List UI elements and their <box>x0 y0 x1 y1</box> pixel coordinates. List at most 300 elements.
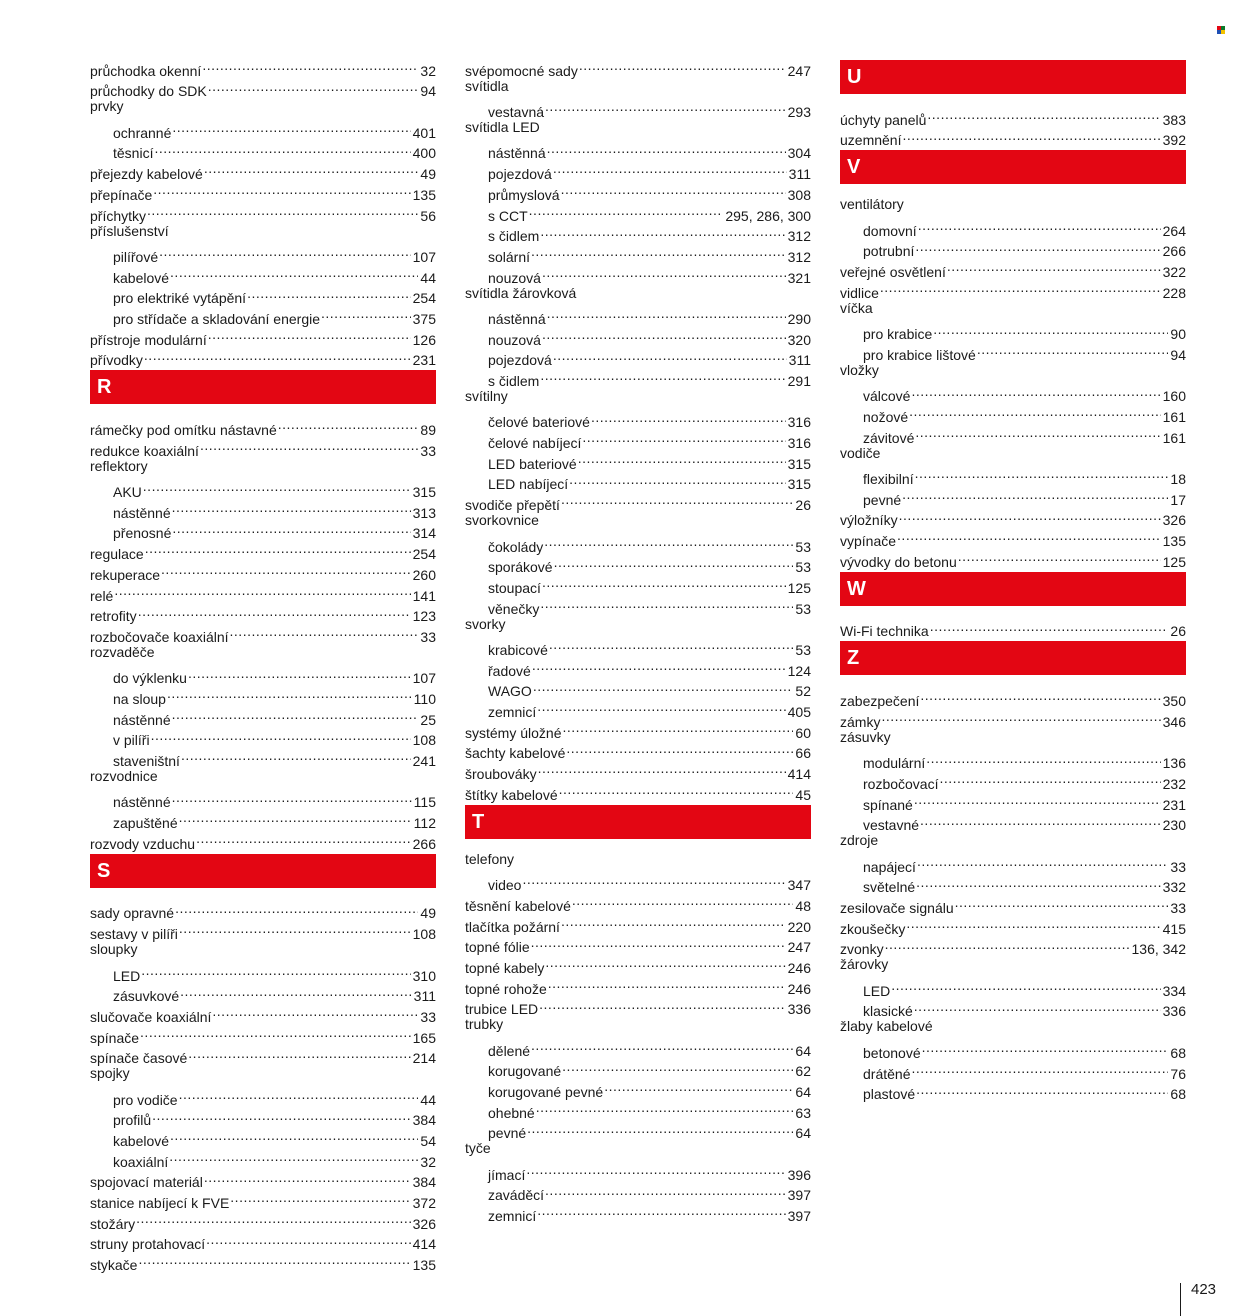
index-entry <box>840 727 1186 748</box>
entry-page-number: 247 <box>787 939 811 956</box>
entry-label: do výklenku <box>113 670 187 687</box>
entry-page-number: 49 <box>420 166 436 183</box>
entry-page-number: 64 <box>795 1084 811 1100</box>
entry-label: rozvodnice <box>90 768 158 784</box>
dot-leader <box>172 497 411 518</box>
dot-leader <box>167 683 412 704</box>
entry-label: věnečky <box>488 600 540 617</box>
dot-leader <box>531 932 786 953</box>
dot-leader <box>172 787 412 808</box>
index-entry <box>840 1016 1186 1037</box>
dot-leader <box>161 559 411 580</box>
entry-label: s čidlem <box>488 228 540 245</box>
index-entry <box>465 510 811 531</box>
entry-page-number: 315 <box>412 484 436 501</box>
dot-leader <box>547 138 786 159</box>
entry-label: nouzová <box>488 269 541 286</box>
dot-leader <box>230 621 419 642</box>
entry-page-number: 315 <box>787 476 811 493</box>
entry-label: příslušenství <box>90 222 169 239</box>
entry-page-number: 54 <box>420 1133 436 1149</box>
index-entry <box>840 685 1186 710</box>
entry-page-number: 397 <box>787 1208 811 1225</box>
entry-page-number: 136 <box>1162 755 1186 772</box>
entry-page-number: 214 <box>412 1050 436 1067</box>
entry-page-number: 220 <box>787 918 811 935</box>
entry-label: prvky <box>90 98 124 115</box>
index-entry <box>90 898 436 922</box>
entry-label: plastové <box>863 1086 916 1103</box>
entry-page-number: 53 <box>795 559 811 576</box>
dot-leader <box>562 1056 793 1077</box>
index-entry <box>90 1249 436 1274</box>
entry-label: spojovací materiál <box>90 1174 203 1191</box>
index-column-2 <box>465 55 811 1225</box>
entry-label: nouzová <box>488 331 541 348</box>
entry-page-number: 232 <box>1162 775 1186 792</box>
dot-leader <box>881 706 1160 727</box>
entry-page-number: 125 <box>1162 553 1186 570</box>
entry-label: solární <box>488 248 531 265</box>
dot-leader <box>902 484 1168 505</box>
entry-label: nástěnné <box>113 504 171 521</box>
entry-page-number: 107 <box>412 248 436 265</box>
index-subentry <box>90 981 436 1005</box>
entry-label: pilířové <box>113 248 159 265</box>
entry-page-number: 108 <box>412 926 436 943</box>
entry-page-number: 266 <box>412 835 436 852</box>
entry-label: regulace <box>90 546 144 563</box>
dot-leader <box>208 76 419 97</box>
entry-label: vidlice <box>840 284 879 301</box>
dot-leader <box>542 262 786 283</box>
dot-leader <box>880 277 1161 298</box>
entry-page-number: 32 <box>420 62 436 79</box>
entry-page-number: 231 <box>1162 796 1186 813</box>
entry-label: WAGO <box>488 683 532 700</box>
index-subentry <box>90 497 436 521</box>
dot-leader <box>147 200 418 221</box>
entry-page-number: 160 <box>1162 388 1186 405</box>
entry-label: rozvody vzduchu <box>90 835 196 852</box>
index-entry <box>465 849 811 870</box>
entry-label: struny protahovací <box>90 1236 206 1253</box>
entry-page-number: 25 <box>420 711 436 728</box>
entry-label: pro vodiče <box>113 1091 178 1108</box>
entry-label: koaxiální <box>113 1153 169 1170</box>
section-header-z: Z <box>840 641 1186 675</box>
entry-page-number: 107 <box>412 670 436 687</box>
entry-label: rámečky pod omítku nástavné <box>90 422 277 438</box>
dot-leader <box>522 869 785 890</box>
entry-label: systémy úložné <box>465 724 562 741</box>
entry-label: uzemnění <box>840 132 902 149</box>
entry-page-number: 414 <box>412 1236 436 1253</box>
index-entry <box>90 55 436 79</box>
dot-leader <box>170 1125 418 1146</box>
entry-label: pro krabice lištové <box>863 346 976 363</box>
entry-page-number: 53 <box>795 641 811 658</box>
entry-label: rozvaděče <box>90 643 155 660</box>
entry-label: kabelové <box>113 1133 170 1149</box>
index-entry <box>90 414 436 438</box>
dot-leader <box>561 911 786 932</box>
entry-page-number: 308 <box>787 186 811 203</box>
dot-leader <box>208 324 411 345</box>
entry-label: rozbočovače koaxiální <box>90 628 229 645</box>
entry-page-number: 124 <box>787 662 811 679</box>
entry-page-number: 266 <box>1162 243 1186 260</box>
entry-page-number: 246 <box>787 959 811 976</box>
entry-label: kabelové <box>113 269 170 286</box>
dot-leader <box>212 1001 418 1022</box>
section-header-r: R <box>90 370 436 404</box>
dot-leader <box>172 117 410 138</box>
dot-leader <box>153 179 410 200</box>
dot-leader <box>579 55 786 76</box>
dot-leader <box>536 1097 794 1118</box>
entry-label: na sloup <box>113 690 166 707</box>
dot-leader <box>188 663 411 684</box>
index-entry <box>465 283 811 304</box>
entry-page-number: 115 <box>413 794 436 811</box>
dot-leader <box>151 725 411 746</box>
entry-label: ochranné <box>113 124 172 141</box>
entry-label: světelné <box>863 879 916 896</box>
dot-leader <box>145 538 411 559</box>
dot-leader <box>544 531 793 552</box>
entry-label: průmyslová <box>488 186 560 203</box>
dot-leader <box>539 994 785 1015</box>
index-subentry <box>840 975 1186 999</box>
entry-label: žlaby kabelové <box>840 1018 933 1035</box>
dot-leader <box>206 1229 410 1250</box>
dot-leader <box>977 339 1169 360</box>
entry-page-number: 44 <box>420 269 436 286</box>
dot-leader <box>562 717 793 738</box>
entry-label: přepínače <box>90 186 153 203</box>
section-header-t: T <box>465 805 811 839</box>
entry-label: s čidlem <box>488 373 540 389</box>
entry-page-number: 112 <box>413 815 436 832</box>
index-entry <box>90 1208 436 1232</box>
entry-page-number: 125 <box>787 579 811 596</box>
dot-leader <box>247 283 411 304</box>
dot-leader <box>916 1079 1168 1100</box>
dot-leader <box>591 407 786 428</box>
entry-label: stožáry <box>90 1215 136 1232</box>
entry-page-number: 401 <box>412 124 436 141</box>
entry-page-number: 326 <box>412 1215 436 1232</box>
entry-label: s CCT <box>488 207 528 224</box>
index-subentry <box>465 634 811 658</box>
entry-label: pevné <box>488 1125 527 1142</box>
entry-page-number: 56 <box>420 207 436 224</box>
entry-label: spojky <box>90 1065 130 1082</box>
entry-label: sporákové <box>488 559 553 576</box>
entry-page-number: 295, 286, 300 <box>725 207 811 224</box>
dot-leader <box>527 1118 793 1139</box>
dot-leader <box>902 125 1160 146</box>
entry-label: video <box>488 877 522 894</box>
entry-page-number: 312 <box>787 248 811 265</box>
index-subentry <box>90 1084 436 1108</box>
entry-label: úchyty panelů <box>840 111 927 128</box>
dot-leader <box>170 262 418 283</box>
entry-label: stanice nabíjecí k FVE <box>90 1195 230 1212</box>
entry-page-number: 90 <box>1170 326 1186 343</box>
dot-leader <box>169 1146 418 1167</box>
index-subentry <box>840 463 1186 487</box>
entry-label: zaváděcí <box>488 1187 545 1204</box>
dot-leader <box>918 215 1161 236</box>
entry-page-number: 110 <box>413 690 436 707</box>
dot-leader <box>537 1200 785 1221</box>
entry-page-number: 246 <box>787 980 811 997</box>
dot-leader <box>542 572 786 593</box>
section-header-s: S <box>90 854 436 888</box>
dot-leader <box>181 745 411 766</box>
dot-leader <box>545 1180 786 1201</box>
entry-page-number: 53 <box>795 538 811 555</box>
dot-leader <box>154 138 410 159</box>
entry-label: ohebné <box>488 1104 535 1121</box>
entry-page-number: 126 <box>412 331 436 348</box>
dot-leader <box>540 221 785 242</box>
dot-leader <box>933 319 1168 340</box>
index-entry <box>90 1043 436 1067</box>
dot-leader <box>204 158 419 179</box>
entry-label: spínače <box>90 1029 140 1046</box>
index-column-3 <box>840 55 1186 1103</box>
dot-leader <box>915 463 1169 484</box>
entry-label: v pilíři <box>113 732 150 749</box>
index-subentry <box>840 1037 1186 1061</box>
dot-leader <box>916 872 1160 893</box>
dot-leader <box>200 435 418 456</box>
entry-page-number: 311 <box>413 988 436 1005</box>
dot-leader <box>172 518 410 539</box>
entry-label: vložky <box>840 361 879 378</box>
index-entry <box>840 706 1186 730</box>
entry-label: spínané <box>863 796 913 813</box>
index-subentry <box>465 407 811 431</box>
dot-leader <box>140 1022 411 1043</box>
entry-page-number: 108 <box>412 732 436 749</box>
entry-page-number: 52 <box>795 683 811 700</box>
entry-page-number: 228 <box>1162 284 1186 301</box>
entry-label: šroubováky <box>465 766 537 783</box>
dot-leader <box>141 960 410 981</box>
dot-leader <box>899 505 1161 526</box>
entry-label: čokolády <box>488 538 544 555</box>
entry-label: napájecí <box>863 858 916 875</box>
page-number-rule <box>1180 1283 1181 1316</box>
entry-page-number: 135 <box>412 186 436 203</box>
entry-label: redukce koaxiální <box>90 442 199 459</box>
entry-label: LED <box>113 967 141 984</box>
entry-page-number: 290 <box>787 310 811 327</box>
entry-label: zkoušečky <box>840 920 906 937</box>
entry-label: slučovače koaxiální <box>90 1008 212 1025</box>
entry-label: závitové <box>863 429 915 446</box>
entry-label: topné fólie <box>465 939 530 956</box>
dot-leader <box>172 704 419 725</box>
entry-label: rozbočovací <box>863 775 939 792</box>
entry-label: vývodky do betonu <box>840 553 957 570</box>
entry-label: rekuperace <box>90 566 161 583</box>
entry-page-number: 64 <box>795 1042 811 1059</box>
dot-leader <box>529 200 724 221</box>
dot-leader <box>566 738 793 759</box>
entry-page-number: 161 <box>1162 408 1186 425</box>
entry-label: zesilovače signálu <box>840 900 954 916</box>
dot-leader <box>138 1249 410 1270</box>
dot-leader <box>230 1187 410 1208</box>
dot-leader <box>915 236 1160 257</box>
entry-page-number: 311 <box>788 352 811 369</box>
entry-page-number: 254 <box>412 290 436 307</box>
entry-label: zdroje <box>840 832 879 849</box>
entry-label: čelové nabíjecí <box>488 435 582 452</box>
entry-label: veřejné osvětlení <box>840 264 946 281</box>
entry-label: topné kabely <box>465 959 545 976</box>
entry-page-number: 17 <box>1170 491 1186 508</box>
entry-page-number: 336 <box>787 1001 811 1018</box>
entry-page-number: 247 <box>787 62 811 79</box>
index-entry <box>90 642 436 663</box>
dot-leader <box>958 546 1161 567</box>
entry-page-number: 314 <box>412 525 436 542</box>
entry-label: žárovky <box>840 956 889 973</box>
entry-label: korugované pevné <box>488 1084 604 1100</box>
entry-page-number: 316 <box>787 414 811 431</box>
dot-leader <box>917 851 1168 872</box>
dot-leader <box>179 807 412 828</box>
entry-page-number: 392 <box>1162 132 1186 149</box>
entry-label: přívodky <box>90 352 143 369</box>
entry-page-number: 53 <box>795 600 811 617</box>
entry-label: zemnicí <box>488 1208 537 1225</box>
entry-label: LED <box>863 982 891 999</box>
dot-leader <box>897 525 1161 546</box>
page-number: 423 <box>1191 1281 1217 1298</box>
dot-leader <box>604 1076 793 1097</box>
entry-page-number: 346 <box>1162 713 1186 730</box>
entry-label: krabicové <box>488 641 548 658</box>
entry-label: výložníky <box>840 512 898 529</box>
entry-page-number: 320 <box>787 331 811 348</box>
index-subentry <box>90 663 436 687</box>
dot-leader <box>179 918 411 939</box>
entry-page-number: 334 <box>1162 982 1186 999</box>
entry-label: nástěnné <box>113 794 171 811</box>
entry-label: svodiče přepětí <box>465 497 560 514</box>
entry-label: staveništní <box>113 753 180 769</box>
entry-label: korugované <box>488 1063 562 1080</box>
entry-page-number: 347 <box>787 877 811 894</box>
entry-page-number: 33 <box>420 442 436 459</box>
index-entry <box>90 621 436 645</box>
entry-label: vypínače <box>840 533 897 550</box>
entry-label: štítky kabelové <box>465 786 558 803</box>
entry-label: profilů <box>113 1112 152 1129</box>
dot-leader <box>553 345 787 366</box>
section-header-w: W <box>840 572 1186 606</box>
dot-leader <box>531 241 786 262</box>
entry-label: průchodky do SDK <box>90 83 207 100</box>
dot-leader <box>554 552 794 573</box>
dot-leader <box>136 1208 411 1229</box>
entry-page-number: 68 <box>1170 1086 1186 1103</box>
entry-page-number: 68 <box>1170 1044 1186 1061</box>
index-subentry <box>465 138 811 162</box>
entry-label: svítilny <box>465 388 508 404</box>
entry-label: jímací <box>488 1166 526 1183</box>
index-entry <box>90 221 436 242</box>
entry-page-number: 48 <box>795 897 811 914</box>
section-header-v: V <box>840 150 1186 184</box>
dot-leader <box>537 696 785 717</box>
dot-leader <box>906 913 1160 934</box>
entry-page-number: 230 <box>1162 817 1186 834</box>
entry-label: trubice LED <box>465 1001 539 1018</box>
dot-leader <box>321 303 411 324</box>
entry-label: těsnění kabelové <box>465 897 571 914</box>
dot-leader <box>911 381 1160 402</box>
entry-label: domovní <box>863 222 917 239</box>
dot-leader <box>196 828 411 849</box>
index-subentry <box>465 1159 811 1183</box>
index-entry <box>840 194 1186 215</box>
entry-page-number: 33 <box>1170 858 1186 875</box>
entry-label: sady opravné <box>90 905 175 922</box>
dot-leader <box>533 676 794 697</box>
entry-label: AKU <box>113 484 142 501</box>
index-entry <box>840 277 1186 301</box>
entry-label: klasické <box>863 1003 913 1020</box>
entry-page-number: 315 <box>787 455 811 472</box>
entry-page-number: 231 <box>412 352 436 369</box>
entry-page-number: 64 <box>795 1125 811 1142</box>
index-entry <box>840 104 1186 128</box>
dot-leader <box>561 179 786 200</box>
entry-label: LED nabíjecí <box>488 476 569 493</box>
dot-leader <box>582 427 785 448</box>
dot-leader <box>538 758 786 779</box>
entry-label: tyče <box>465 1140 491 1157</box>
entry-label: zapuštěné <box>113 815 178 832</box>
entry-label: průchodka okenní <box>90 62 202 79</box>
dot-leader <box>175 898 418 919</box>
entry-page-number: 94 <box>1170 346 1186 363</box>
index-entry <box>90 456 436 477</box>
index-entry <box>90 601 436 625</box>
entry-page-number: 316 <box>787 435 811 452</box>
index-subentry <box>840 851 1186 875</box>
dot-leader <box>180 981 412 1002</box>
index-entry <box>840 616 1186 640</box>
entry-label: drátěné <box>863 1065 911 1082</box>
dot-leader <box>926 748 1160 769</box>
dot-leader <box>922 1037 1169 1058</box>
dot-leader <box>947 256 1161 277</box>
entry-page-number: 136, 342 <box>1131 941 1186 958</box>
index-subentry <box>465 531 811 555</box>
index-subentry <box>840 319 1186 343</box>
entry-page-number: 326 <box>1162 512 1186 529</box>
entry-page-number: 60 <box>795 724 811 741</box>
